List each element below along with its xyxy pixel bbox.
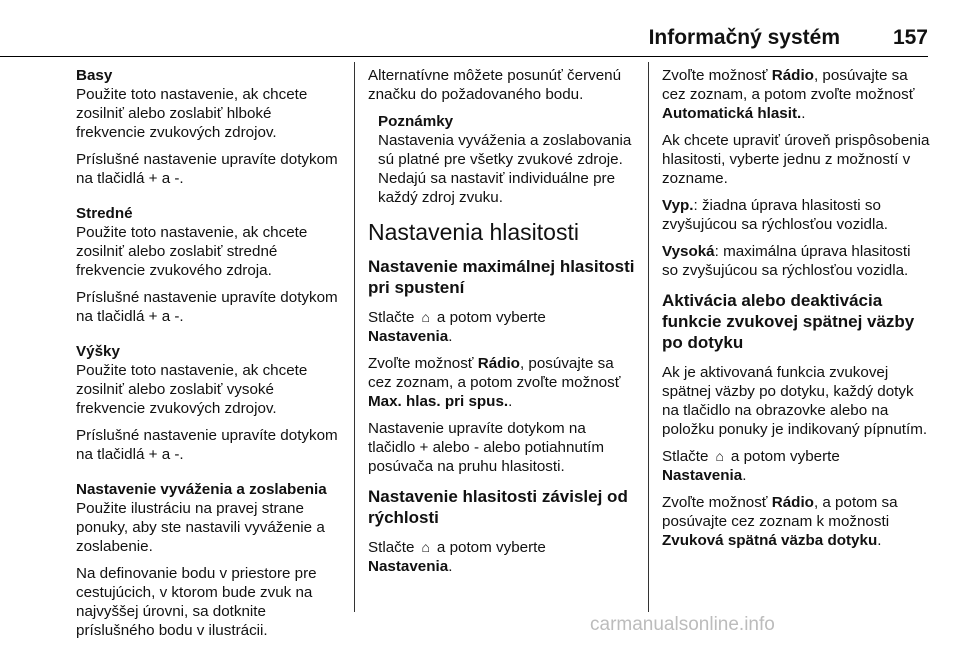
paragraph: Ak je aktivovaná funkcia zvukovej spätnej väzby po dotyku, každý dotyk na tlačidlo na obrazovke alebo na položku ponuky je indikovaný pípnutím. — [662, 364, 928, 438]
text: . — [877, 532, 882, 549]
note-title: Poznámky — [378, 113, 454, 130]
home-icon: ⌂ — [421, 539, 430, 555]
paragraph: Použite ilustráciu na pravej strane ponuky, aby ste nastavili vyváženie a zoslabenie. — [76, 500, 325, 555]
text: a potom vyberte — [730, 448, 840, 465]
text: : maximálna úprava hlasitosti so zvyšujúcou sa rýchlosťou vozidla. — [662, 243, 911, 279]
text: Stlačte — [368, 539, 415, 556]
subsection-heading: Nastavenie hlasitosti závislej od rýchlosti — [368, 487, 628, 527]
paragraph: Príslušné nastavenie upravíte dotykom na tlačidlá + a -. — [76, 427, 338, 463]
home-icon: ⌂ — [715, 448, 724, 464]
page-title: Informačný systém — [648, 26, 840, 49]
paragraph — [662, 242, 930, 280]
text: , posúvajte sa cez zoznam, a potom zvoľte možnosť — [368, 355, 621, 391]
paragraph: Alternatívne môžete posunúť červenú značku do požadovaného bodu. — [368, 67, 622, 103]
paragraph: Príslušné nastavenie upravíte dotykom na tlačidlá + a -. — [76, 289, 338, 325]
menu-term: Automatická hlasit. — [662, 105, 802, 122]
option-term: Vysoká — [662, 243, 715, 260]
menu-term: Rádio — [771, 494, 814, 511]
text: . — [448, 558, 453, 575]
paragraph — [662, 493, 930, 550]
text: a potom vyberte — [436, 309, 546, 326]
paragraph: Príslušné nastavenie upravíte dotykom na tlačidlá + a -. — [76, 151, 338, 187]
text: . — [742, 467, 747, 484]
menu-term: Nastavenia — [368, 558, 449, 575]
menu-term: Nastavenia — [662, 467, 743, 484]
paragraph — [368, 354, 636, 411]
paragraph: Ak chcete upraviť úroveň prispôsobenia hlasitosti, vyberte jednu z možností v zozname. — [662, 132, 930, 187]
paragraph — [662, 447, 930, 485]
text: Stlačte — [662, 448, 709, 465]
text: . — [448, 328, 453, 345]
paragraph — [368, 308, 636, 346]
text: Stlačte — [368, 309, 415, 326]
menu-term: Max. hlas. pri spus. — [368, 393, 509, 410]
text: . — [508, 393, 513, 410]
paragraph: Nastavenie upravíte dotykom na tlačidlo + alebo - alebo potiahnutím posúvača na pruhu hlasitosti. — [368, 420, 604, 475]
column-divider — [354, 62, 355, 612]
column-left — [76, 66, 344, 648]
option-term: Vyp. — [662, 197, 694, 214]
text: , posúvajte sa cez zoznam, a potom zvoľte možnosť — [662, 67, 915, 103]
paragraph: Použite toto nastavenie, ak chcete zosilniť alebo zoslabiť stredné frekvencie zvukového zdroja. — [76, 224, 308, 279]
subheading-stredne: Stredné — [76, 205, 133, 222]
subsection-heading: Nastavenie maximálnej hlasitosti pri spustení — [368, 257, 635, 297]
page-number: 157 — [892, 26, 928, 49]
text: Zvoľte možnosť — [368, 355, 474, 372]
text: : žiadna úprava hlasitosti so zvyšujúcou sa rýchlosťou vozidla. — [662, 197, 889, 233]
menu-term: Zvuková spätná väzba dotyku — [662, 532, 878, 549]
subheading-vysky: Výšky — [76, 343, 120, 360]
subsection-heading: Aktivácia alebo deaktivácia funkcie zvukovej spätnej väzby po dotyku — [662, 291, 915, 352]
paragraph: Použite toto nastavenie, ak chcete zosilniť alebo zoslabiť hlboké frekvencie zvukových zdrojov. — [76, 86, 308, 141]
watermark: carmanualsonline.info — [590, 614, 775, 635]
column-middle — [368, 66, 636, 584]
text: a potom vyberte — [436, 539, 546, 556]
menu-term: Nastavenia — [368, 328, 449, 345]
home-icon: ⌂ — [421, 309, 430, 325]
text: Zvoľte možnosť — [662, 67, 768, 84]
column-divider — [648, 62, 649, 612]
paragraph: Použite toto nastavenie, ak chcete zosilniť alebo zoslabiť vysoké frekvencie zvukových zdrojov. — [76, 362, 308, 417]
text: , a potom sa posúvajte cez zoznam k možnosti — [662, 494, 898, 530]
page-header — [0, 20, 928, 57]
text: Zvoľte možnosť — [662, 494, 768, 511]
paragraph — [368, 538, 636, 576]
paragraph — [662, 66, 930, 123]
subheading-vyvazenie: Nastavenie vyváženia a zoslabenia — [76, 481, 327, 498]
note-text: Nastavenia vyváženia a zoslabovania sú platné pre všetky zvukové zdroje. Nedajú sa nastaviť individuálne pre každý zdroj zvuku. — [378, 132, 632, 206]
menu-term: Rádio — [477, 355, 520, 372]
paragraph: Na definovanie bodu v priestore pre cestujúcich, v ktorom bude zvuk na najvyššej úrovni, sa dotknite príslušného bodu v ilustrácii. — [76, 565, 317, 639]
subheading-basy: Basy — [76, 67, 113, 84]
paragraph — [662, 196, 930, 234]
text: . — [801, 105, 806, 122]
column-right — [662, 66, 930, 558]
section-heading: Nastavenia hlasitosti — [368, 219, 579, 245]
note-box — [368, 112, 636, 207]
menu-term: Rádio — [771, 67, 814, 84]
